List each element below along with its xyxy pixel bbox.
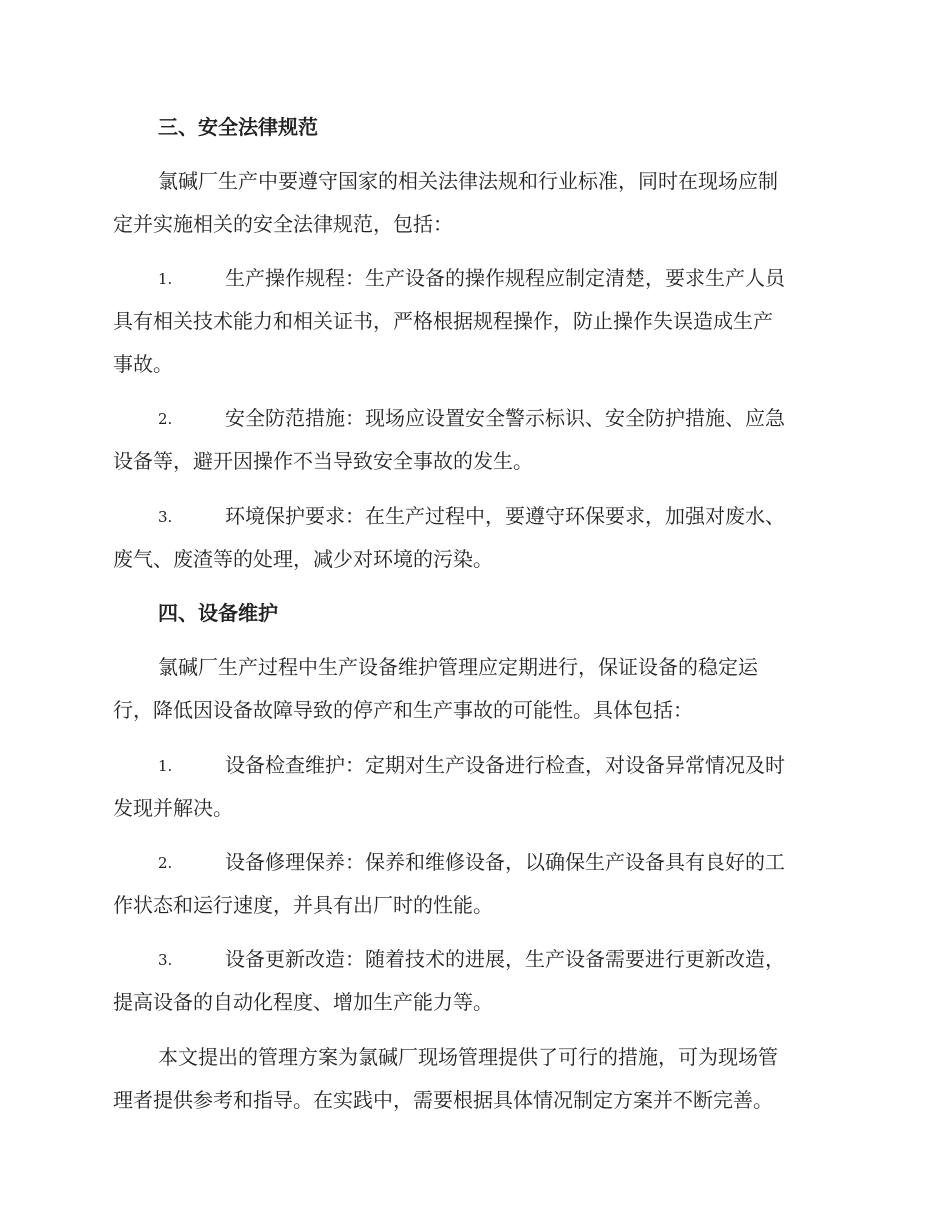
list-item-line: 环境保护要求：在生产过程中，要遵守环保要求，加强对废水、: [225, 504, 785, 528]
section-heading: 四、设备维护: [158, 601, 278, 625]
list-item-line: 设备等，避开因操作不当导致安全事故的发生。: [113, 449, 533, 473]
paragraph-line: 行，降低因设备故障导致的停产和生产事故的可能性。具体包括：: [113, 698, 693, 722]
conclusion-line: 理者提供参考和指导。在实践中，需要根据具体情况制定方案并不断完善。: [113, 1088, 773, 1112]
list-number: 1.: [158, 270, 173, 288]
paragraph-line: 氯碱厂生产中要遵守国家的相关法律法规和行业标准，同时在现场应制: [158, 169, 778, 193]
section-heading: 三、安全法律规范: [158, 115, 318, 139]
list-number: 1.: [158, 757, 173, 775]
list-item-line: 发现并解决。: [113, 796, 233, 820]
list-item-line: 设备修理保养：保养和维修设备，以确保生产设备具有良好的工: [225, 850, 785, 874]
paragraph-line: 定并实施相关的安全法律规范，包括：: [113, 212, 453, 236]
list-item-line: 设备检查维护：定期对生产设备进行检查，对设备异常情况及时: [225, 753, 785, 777]
list-item-line: 具有相关技术能力和相关证书，严格根据规程操作，防止操作失误造成生产: [113, 309, 773, 333]
list-item-line: 设备更新改造：随着技术的进展，生产设备需要进行更新改造，: [225, 947, 785, 971]
list-number: 3.: [158, 508, 173, 526]
paragraph-line: 氯碱厂生产过程中生产设备维护管理应定期进行，保证设备的稳定运: [158, 655, 758, 679]
list-item-line: 安全防范措施：现场应设置安全警示标识、安全防护措施、应急: [225, 406, 785, 430]
list-number: 2.: [158, 854, 173, 872]
list-item-line: 废气、废渣等的处理，减少对环境的污染。: [113, 547, 493, 571]
list-number: 2.: [158, 410, 173, 428]
list-item-line: 事故。: [113, 352, 173, 376]
list-item-line: 生产操作规程：生产设备的操作规程应制定清楚，要求生产人员: [225, 266, 785, 290]
list-item-line: 作状态和运行速度，并具有出厂时的性能。: [113, 893, 493, 917]
list-number: 3.: [158, 951, 173, 969]
list-item-line: 提高设备的自动化程度、增加生产能力等。: [113, 990, 493, 1014]
conclusion-line: 本文提出的管理方案为氯碱厂现场管理提供了可行的措施，可为现场管: [158, 1045, 778, 1069]
